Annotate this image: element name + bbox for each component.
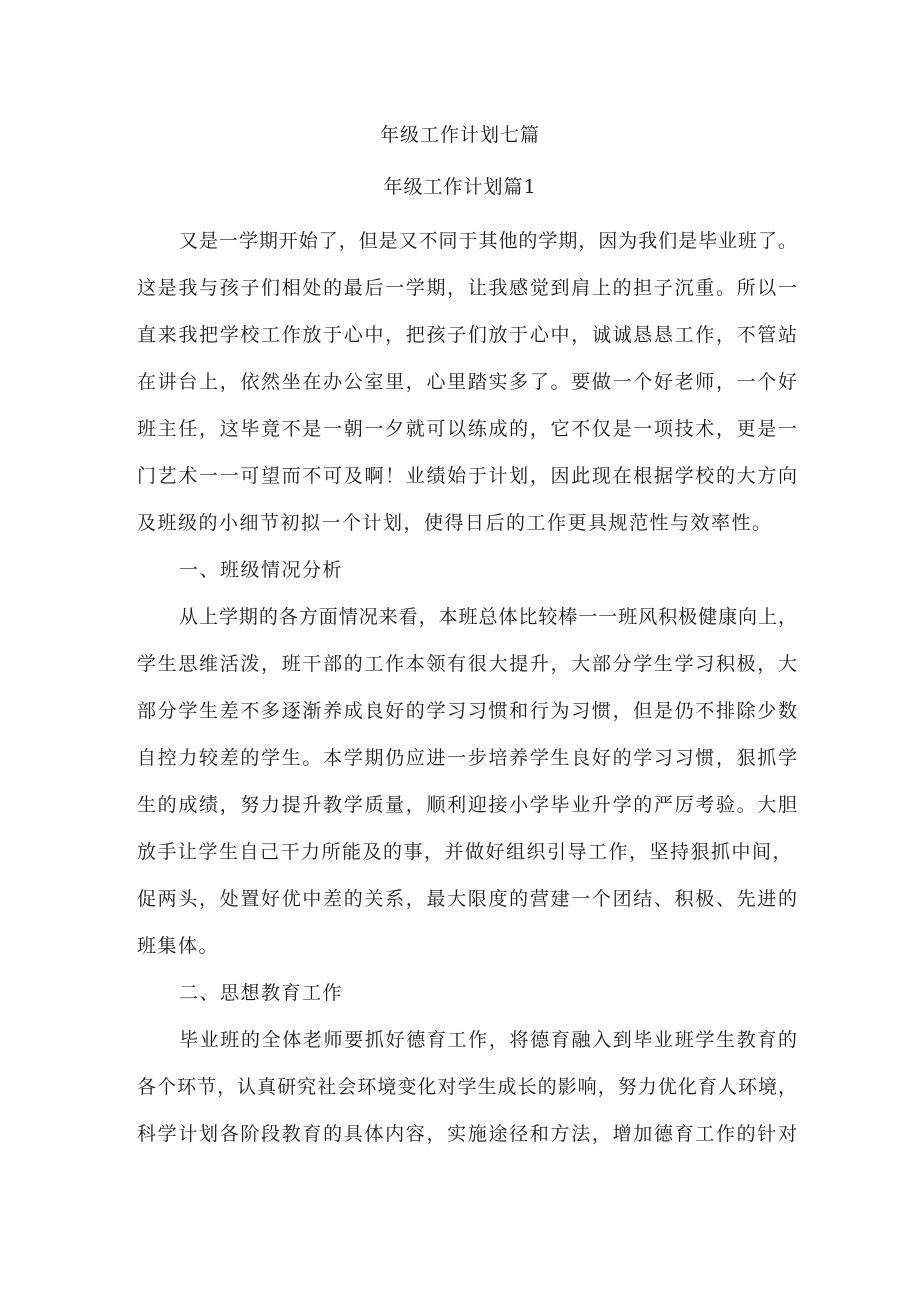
text-line: 门艺术一一可望而不可及啊！业绩始于计划，因此现在根据学校的大方向 (137, 465, 797, 487)
text-line: 部分学生差不多逐渐养成良好的学习习惯和行为习惯，但是仍不排除少数 (137, 700, 797, 722)
text-line: 从上学期的各方面情况来看，本班总体比较棒一一班风积极健康向上， (179, 606, 797, 628)
document-body (137, 218, 797, 1158)
document-subtitle: 年级工作计划篇1 (383, 176, 537, 198)
text-line: 生的成绩，努力提升教学质量，顺利迎接小学毕业升学的严厉考验。大胆 (137, 794, 797, 816)
text-line: 二、思想教育工作 (179, 982, 344, 1004)
text-line: 直来我把学校工作放于心中，把孩子们放于心中，诚诚恳恳工作，不管站 (137, 324, 797, 346)
document-title: 年级工作计划七篇 (379, 124, 540, 146)
text-line: 促两头，处置好优中差的关系，最大限度的营建一个团结、积极、先进的 (137, 888, 797, 910)
text-line: 各个环节，认真研究社会环境变化对学生成长的影响，努力优化育人环境， (137, 1076, 797, 1098)
text-line: 班主任，这毕竟不是一朝一夕就可以练成的，它不仅是一项技术，更是一 (137, 418, 797, 440)
text-line: 班集体。 (137, 935, 220, 957)
text-line: 科学计划各阶段教育的具体内容，实施途径和方法，增加德育工作的针对 (137, 1123, 797, 1145)
text-line: 学生思维活泼，班干部的工作本领有很大提升，大部分学生学习积极，大 (137, 653, 797, 675)
text-line: 自控力较差的学生。本学期仍应进一步培养学生良好的学习习惯，狠抓学 (137, 747, 797, 769)
text-line: 及班级的小细节初拟一个计划，使得日后的工作更具规范性与效率性。 (137, 512, 773, 534)
text-line: 在讲台上，依然坐在办公室里，心里踏实多了。要做一个好老师，一个好 (137, 371, 797, 393)
text-line: 又是一学期开始了，但是又不同于其他的学期，因为我们是毕业班了。 (179, 230, 797, 252)
text-line: 毕业班的全体老师要抓好德育工作，将德育融入到毕业班学生教育的 (179, 1029, 797, 1051)
text-line: 放手让学生自己干力所能及的事，并做好组织引导工作，坚持狠抓中间， (137, 841, 794, 863)
text-line: 一、班级情况分析 (179, 559, 344, 581)
text-line: 这是我与孩子们相处的最后一学期，让我感觉到肩上的担子沉重。所以一 (137, 277, 797, 299)
